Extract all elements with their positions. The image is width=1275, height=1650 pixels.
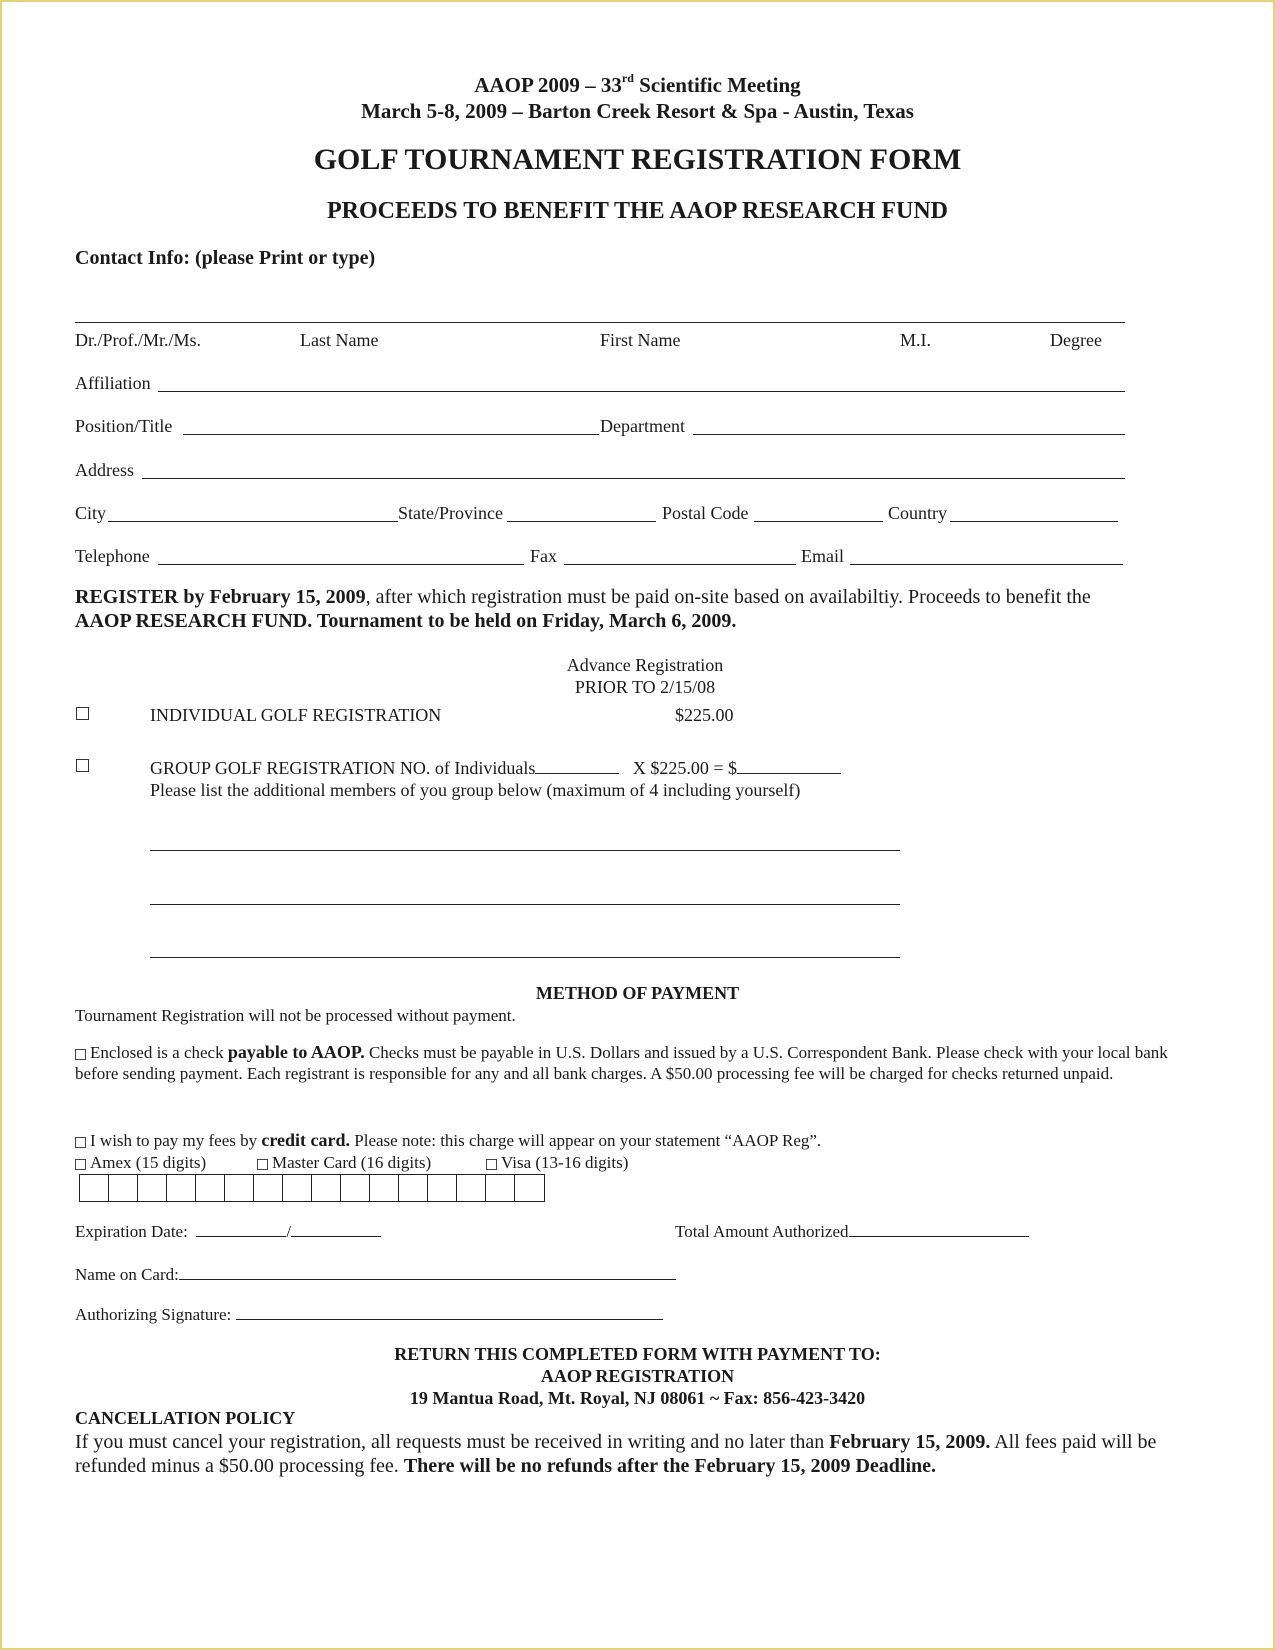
cancellation-text-mid: All fees paid will be refunded minus a $50.00 processing fee. <box>75 1431 1157 1477</box>
return-line1: RETURN THIS COMPLETED FORM WITH PAYMENT TO: <box>394 1344 881 1364</box>
label-postal: Postal Code <box>662 503 749 523</box>
label-email: Email <box>801 546 844 566</box>
total-label: Total Amount Authorized <box>675 1222 849 1241</box>
cancellation-text <box>75 1430 1205 1478</box>
meeting-title-text: AAOP 2009 – 33 <box>474 73 622 97</box>
label-affiliation: Affiliation <box>75 373 151 393</box>
position-field[interactable] <box>183 434 599 435</box>
amex-checkbox[interactable] <box>75 1159 86 1170</box>
label-department: Department <box>600 416 685 436</box>
card-digit-cell[interactable] <box>109 1175 138 1201</box>
card-digit-cell[interactable] <box>138 1175 167 1201</box>
label-last-name: Last Name <box>300 330 379 350</box>
visa-label: Visa (13-16 digits) <box>501 1153 629 1172</box>
label-mi: M.I. <box>900 330 931 350</box>
payment-notice: Tournament Registration will not be processed without payment. <box>75 1006 516 1025</box>
card-digit-cell[interactable] <box>341 1175 370 1201</box>
department-field[interactable] <box>693 434 1125 435</box>
card-digit-cell[interactable] <box>167 1175 196 1201</box>
address-field[interactable] <box>142 478 1125 479</box>
telephone-field[interactable] <box>158 564 524 565</box>
mastercard-checkbox[interactable] <box>257 1159 268 1170</box>
register-notice-line2: AAOP RESEARCH FUND. Tournament to be held on Friday, March 6, 2009. <box>75 610 737 632</box>
card-type-amex <box>75 1153 206 1173</box>
label-city: City <box>75 503 107 523</box>
individual-label: INDIVIDUAL GOLF REGISTRATION <box>150 705 442 725</box>
group-checkbox[interactable] <box>76 759 89 772</box>
credit-card-option <box>75 1130 821 1151</box>
label-state: State/Province <box>398 503 503 523</box>
group-label-text: GROUP GOLF REGISTRATION NO. of Individuals <box>150 758 536 778</box>
expiration-year-field[interactable] <box>291 1220 381 1237</box>
card-digit-cell[interactable] <box>428 1175 457 1201</box>
card-type-visa <box>486 1153 628 1173</box>
visa-checkbox[interactable] <box>486 1159 497 1170</box>
register-deadline: REGISTER by February 15, 2009 <box>75 586 366 608</box>
group-label <box>150 757 841 779</box>
label-first-name: First Name <box>600 330 681 350</box>
advance-registration: Advance Registration <box>566 655 724 675</box>
cancellation-no-refunds: There will be no refunds after the February 15, 2009 Deadline. <box>403 1455 937 1477</box>
group-note: Please list the additional members of you group below (maximum of 4 including yourself) <box>150 780 801 800</box>
return-line2: AAOP REGISTRATION <box>540 1366 735 1386</box>
cancellation-text-pre: If you must cancel your registration, all requests must be received in writing and no later than <box>75 1431 830 1453</box>
card-type-mastercard <box>257 1153 431 1173</box>
form-subtitle: PROCEEDS TO BENEFIT THE AAOP RESEARCH FUND <box>326 198 949 224</box>
meeting-title-ordinal: rd <box>621 71 634 85</box>
email-field[interactable] <box>850 564 1123 565</box>
card-digit-cell[interactable] <box>515 1175 544 1201</box>
advance-date: PRIOR TO 2/15/08 <box>574 677 716 697</box>
meeting-title <box>0 73 1275 98</box>
fax-field[interactable] <box>564 564 796 565</box>
check-text: Enclosed is a check <box>90 1043 228 1062</box>
signature-field[interactable] <box>236 1303 663 1320</box>
label-fax: Fax <box>530 546 557 566</box>
group-total-field[interactable] <box>737 757 841 774</box>
signature-row <box>75 1303 663 1325</box>
form-title: GOLF TOURNAMENT REGISTRATION FORM <box>313 143 962 176</box>
signature-label: Authorizing Signature: <box>75 1305 232 1324</box>
check-checkbox[interactable] <box>75 1049 86 1060</box>
card-digit-cell[interactable] <box>283 1175 312 1201</box>
card-digit-cell[interactable] <box>196 1175 225 1201</box>
card-digit-cell[interactable] <box>399 1175 428 1201</box>
group-member-line-3[interactable] <box>150 957 900 958</box>
postal-field[interactable] <box>754 521 883 522</box>
check-payment-option <box>75 1042 1175 1084</box>
register-notice-text: , after which registration must be paid on-site based on availabiltiy. Proceeds to benefit the <box>365 586 1091 608</box>
expiration-month-field[interactable] <box>196 1220 286 1237</box>
country-field[interactable] <box>950 521 1118 522</box>
card-number-grid[interactable] <box>79 1174 545 1202</box>
card-digit-cell[interactable] <box>486 1175 515 1201</box>
return-address: 19 Mantua Road, Mt. Royal, NJ 08061 ~ Fax: 856-423-3420 <box>409 1388 866 1408</box>
group-multiplier: X $225.00 = $ <box>632 758 737 778</box>
total-field[interactable] <box>849 1220 1029 1237</box>
meeting-title-suffix: Scientific Meeting <box>633 73 801 97</box>
state-field[interactable] <box>507 521 656 522</box>
card-digit-cell[interactable] <box>457 1175 486 1201</box>
check-details: Checks must be payable in U.S. Dollars and issued by a U.S. Correspondent Bank. Please check with your local bank before sending payment. Each registrant is responsible for any and all bank charges. A $50.00 processing fee will be charged for checks returned unpaid. <box>75 1043 1168 1083</box>
name-on-card-field[interactable] <box>179 1263 676 1280</box>
amex-label: Amex (15 digits) <box>90 1153 207 1172</box>
individual-price: $225.00 <box>675 705 734 725</box>
expiration-label: Expiration Date: <box>75 1222 188 1241</box>
credit-card-note: Please note: this charge will appear on your statement “AAOP Reg”. <box>350 1131 822 1150</box>
cancellation-deadline: February 15, 2009. <box>829 1431 991 1453</box>
individual-checkbox[interactable] <box>76 707 89 720</box>
contact-heading: Contact Info: (please Print or type) <box>75 247 376 269</box>
total-row <box>675 1220 1029 1242</box>
credit-card-checkbox[interactable] <box>75 1137 86 1148</box>
label-title: Dr./Prof./Mr./Ms. <box>75 330 202 350</box>
meeting-dates-location: March 5-8, 2009 – Barton Creek Resort & Spa - Austin, Texas <box>361 99 914 123</box>
label-telephone: Telephone <box>75 546 150 566</box>
city-field[interactable] <box>108 521 398 522</box>
credit-card-bold: credit card. <box>261 1130 351 1150</box>
check-payable: payable to AAOP. <box>227 1042 365 1062</box>
label-degree: Degree <box>1050 330 1102 350</box>
label-country: Country <box>888 503 948 523</box>
mastercard-label: Master Card (16 digits) <box>272 1153 432 1172</box>
group-count-field[interactable] <box>535 757 619 774</box>
label-position: Position/Title <box>75 416 173 436</box>
card-digit-cell[interactable] <box>254 1175 283 1201</box>
register-notice-line1 <box>75 586 1091 609</box>
name-line[interactable] <box>75 322 1125 323</box>
name-on-card-label: Name on Card: <box>75 1265 179 1284</box>
affiliation-field[interactable] <box>158 391 1125 392</box>
card-digit-cell[interactable] <box>80 1175 109 1201</box>
expiration-row: Expiration Date: / <box>75 1220 381 1242</box>
group-member-line-1[interactable] <box>150 850 900 851</box>
card-digit-cell[interactable] <box>312 1175 341 1201</box>
cancellation-heading: CANCELLATION POLICY <box>75 1408 296 1428</box>
name-on-card-row <box>75 1263 676 1285</box>
payment-heading: METHOD OF PAYMENT <box>535 983 740 1003</box>
group-member-line-2[interactable] <box>150 904 900 905</box>
card-digit-cell[interactable] <box>370 1175 399 1201</box>
card-digit-cell[interactable] <box>225 1175 254 1201</box>
label-address: Address <box>75 460 134 480</box>
credit-card-text: I wish to pay my fees by <box>90 1131 262 1150</box>
